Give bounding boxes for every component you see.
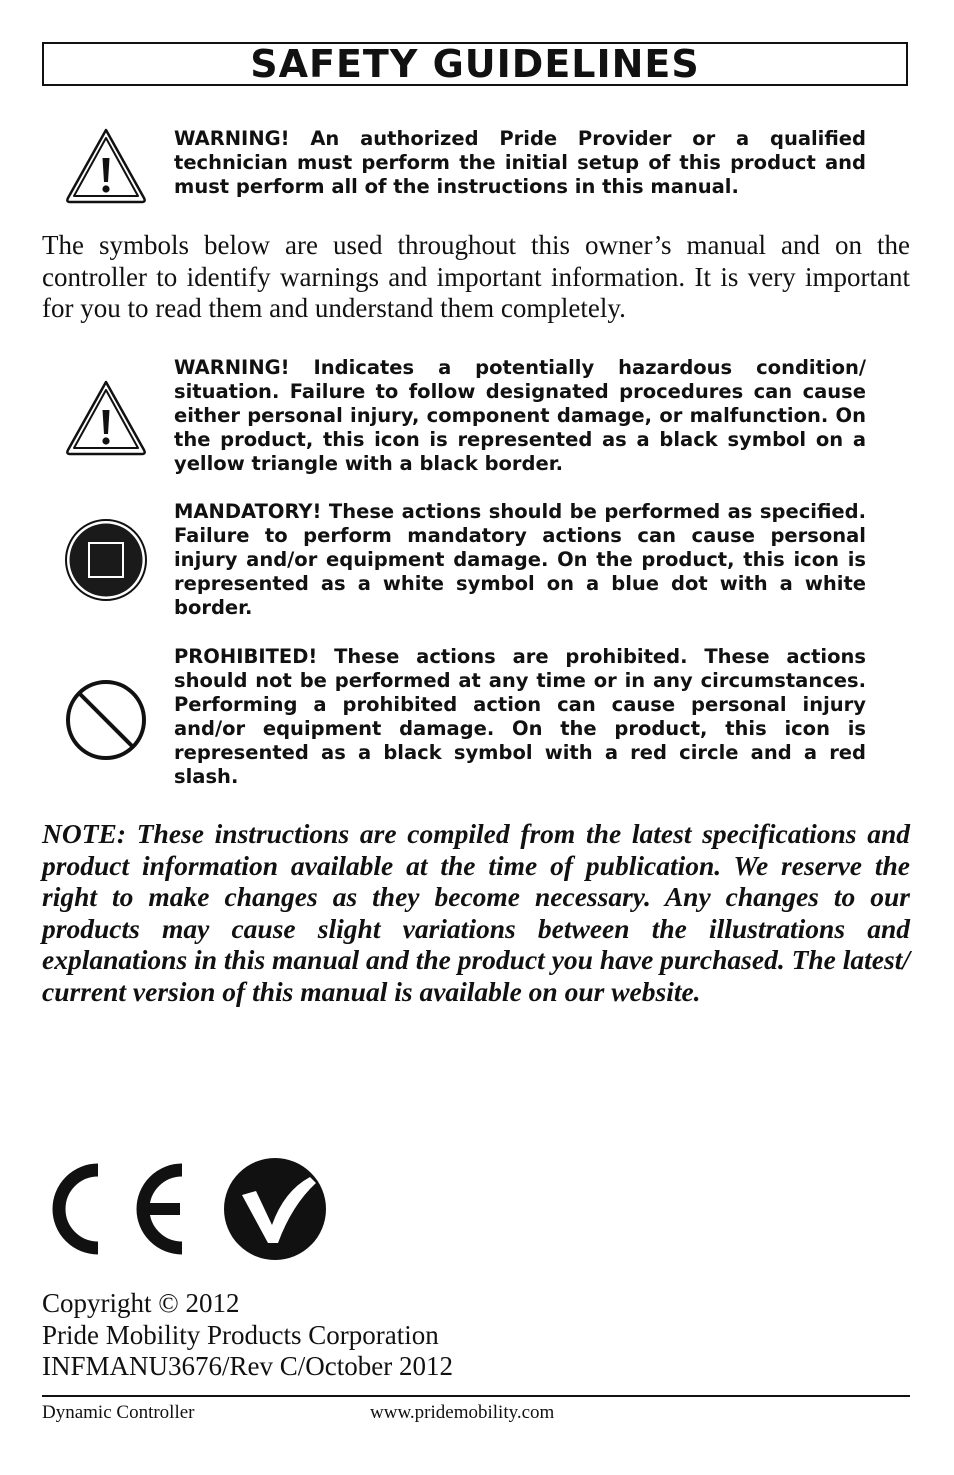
warning-triangle-icon: [64, 378, 148, 456]
copyright-block: [42, 1288, 453, 1383]
warning-symbol-text: WARNING! Indicates a potentially hazardous condition/ situation. Failure to follow designated procedures can cause either personal injury, component damage, or malfunction. On the product, this icon is represented as a black symbol on a yellow triangle with a black border.: [174, 356, 866, 475]
mandatory-symbol-text: MANDATORY! These actions should be performed as specified. Failure to perform mandatory actions can cause personal injury and/or equipment damage. On the product, this icon is represented as a white symbol on a blue dot with a white border.: [174, 500, 866, 619]
footer-website: www.pridemobility.com: [370, 1402, 555, 1423]
company-line: Pride Mobility Products Corporation: [42, 1319, 439, 1350]
mandatory-dot-icon: [64, 518, 148, 602]
document-revision-line: INFMANU3676/Rev C/October 2012: [42, 1351, 453, 1381]
prohibited-symbol-text: PROHIBITED! These actions are prohibited. These actions should not be performed at any time or in any circumstances. Performing a prohibited action can cause personal injury and/or equipment damage. On the product, this icon is represented as a black symbol with a red circle and a red slash.: [174, 645, 866, 788]
symbols-intro-text: The symbols below are used throughout this owner’s manual and on the controller to identify warnings and important information. It is very important for you to read them and understand them completely.: [42, 230, 910, 323]
footer-divider: [42, 1395, 910, 1397]
rcm-check-mark-icon: [222, 1157, 328, 1261]
note-text: NOTE: These instructions are compiled from the latest specifications and product information available at the time of publication. We reserve the right to make changes as they become necessary. Any changes to our products may cause slight variations between the illustrations and explanations in this manual and the product you have purchased. The latest/ current version of this manual is available on our website.: [42, 818, 910, 1007]
prohibited-circle-icon: [64, 678, 148, 762]
title-box: [42, 42, 908, 86]
footer-product-name: Dynamic Controller: [42, 1402, 195, 1423]
intro-warning-text: WARNING! An authorized Pride Provider or a qualified technician must perform the initial setup of this product and must perform all of the instructions in this manual.: [174, 127, 866, 198]
page-title: SAFETY GUIDELINES: [250, 42, 700, 86]
warning-triangle-icon: [64, 126, 148, 204]
copyright-line: Copyright © 2012: [42, 1288, 240, 1318]
ce-mark-icon: [42, 1158, 186, 1260]
